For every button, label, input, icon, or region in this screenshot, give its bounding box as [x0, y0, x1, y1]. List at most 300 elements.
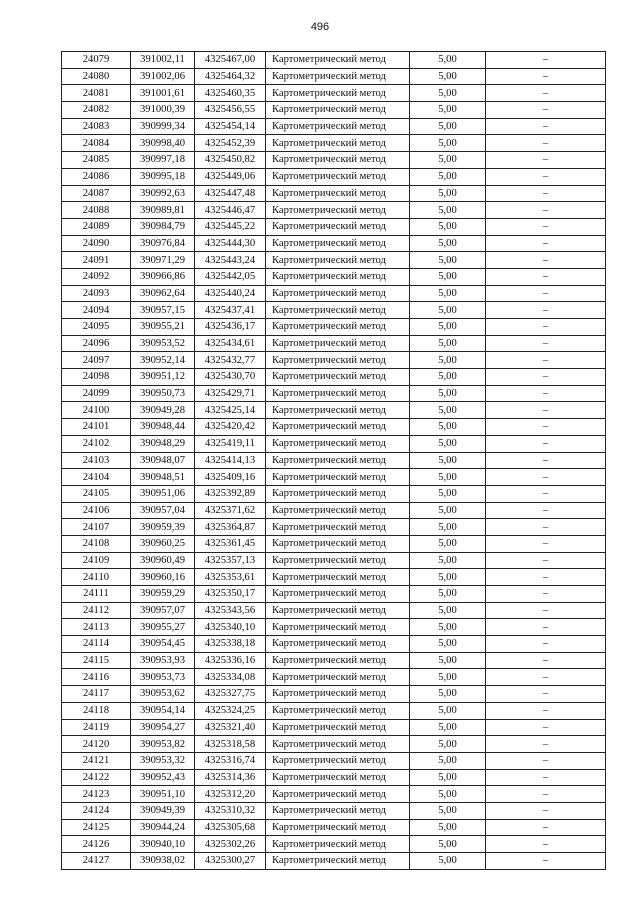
y-coordinate-cell: 4325338,18 [195, 636, 266, 653]
accuracy-cell: 5,00 [410, 786, 486, 803]
y-coordinate-cell: 4325305,68 [195, 819, 266, 836]
note-cell: – [486, 285, 606, 302]
accuracy-cell: 5,00 [410, 85, 486, 102]
table-body [62, 52, 606, 870]
x-coordinate-cell: 390951,12 [131, 369, 195, 386]
point-number-cell: 24114 [62, 636, 131, 653]
note-cell: – [486, 535, 606, 552]
x-coordinate-cell: 390949,39 [131, 802, 195, 819]
table-row [62, 535, 606, 552]
table-row [62, 68, 606, 85]
accuracy-cell: 5,00 [410, 535, 486, 552]
x-coordinate-cell: 390966,86 [131, 268, 195, 285]
x-coordinate-cell: 390938,02 [131, 853, 195, 870]
x-coordinate-cell: 390960,49 [131, 552, 195, 569]
method-cell: Картометрический метод [266, 185, 410, 202]
table-row [62, 853, 606, 870]
x-coordinate-cell: 390960,25 [131, 535, 195, 552]
method-cell: Картометрический метод [266, 135, 410, 152]
y-coordinate-cell: 4325409,16 [195, 469, 266, 486]
y-coordinate-cell: 4325364,87 [195, 519, 266, 536]
x-coordinate-cell: 390954,27 [131, 719, 195, 736]
table-row [62, 602, 606, 619]
table-row [62, 636, 606, 653]
table-row [62, 669, 606, 686]
method-cell: Картометрический метод [266, 202, 410, 219]
x-coordinate-cell: 390957,15 [131, 302, 195, 319]
table-row [62, 452, 606, 469]
y-coordinate-cell: 4325440,24 [195, 285, 266, 302]
note-cell: – [486, 752, 606, 769]
x-coordinate-cell: 390954,14 [131, 702, 195, 719]
table-row [62, 485, 606, 502]
x-coordinate-cell: 390948,07 [131, 452, 195, 469]
table-row [62, 235, 606, 252]
accuracy-cell: 5,00 [410, 769, 486, 786]
accuracy-cell: 5,00 [410, 452, 486, 469]
point-number-cell: 24120 [62, 736, 131, 753]
note-cell: – [486, 636, 606, 653]
table-row [62, 652, 606, 669]
table-row [62, 135, 606, 152]
accuracy-cell: 5,00 [410, 586, 486, 603]
table-row [62, 819, 606, 836]
point-number-cell: 24116 [62, 669, 131, 686]
table-row [62, 419, 606, 436]
accuracy-cell: 5,00 [410, 285, 486, 302]
table-row [62, 168, 606, 185]
accuracy-cell: 5,00 [410, 218, 486, 235]
note-cell: – [486, 252, 606, 269]
y-coordinate-cell: 4325445,22 [195, 218, 266, 235]
x-coordinate-cell: 390951,10 [131, 786, 195, 803]
accuracy-cell: 5,00 [410, 168, 486, 185]
method-cell: Картометрический метод [266, 152, 410, 169]
accuracy-cell: 5,00 [410, 719, 486, 736]
note-cell: – [486, 235, 606, 252]
method-cell: Картометрический метод [266, 836, 410, 853]
point-number-cell: 24113 [62, 619, 131, 636]
table-row [62, 252, 606, 269]
x-coordinate-cell: 390976,84 [131, 235, 195, 252]
point-number-cell: 24090 [62, 235, 131, 252]
note-cell: – [486, 469, 606, 486]
note-cell: – [486, 335, 606, 352]
table-row [62, 185, 606, 202]
x-coordinate-cell: 390997,18 [131, 152, 195, 169]
note-cell: – [486, 586, 606, 603]
method-cell: Картометрический метод [266, 302, 410, 319]
note-cell: – [486, 552, 606, 569]
x-coordinate-cell: 390960,16 [131, 569, 195, 586]
note-cell: – [486, 502, 606, 519]
x-coordinate-cell: 390998,40 [131, 135, 195, 152]
note-cell: – [486, 569, 606, 586]
note-cell: – [486, 202, 606, 219]
note-cell: – [486, 452, 606, 469]
accuracy-cell: 5,00 [410, 569, 486, 586]
x-coordinate-cell: 390948,51 [131, 469, 195, 486]
accuracy-cell: 5,00 [410, 702, 486, 719]
point-number-cell: 24079 [62, 52, 131, 69]
table-row [62, 285, 606, 302]
x-coordinate-cell: 390955,21 [131, 319, 195, 336]
point-number-cell: 24107 [62, 519, 131, 536]
point-number-cell: 24089 [62, 218, 131, 235]
method-cell: Картометрический метод [266, 636, 410, 653]
accuracy-cell: 5,00 [410, 552, 486, 569]
table-row [62, 302, 606, 319]
point-number-cell: 24082 [62, 102, 131, 119]
table-row [62, 52, 606, 69]
accuracy-cell: 5,00 [410, 836, 486, 853]
accuracy-cell: 5,00 [410, 102, 486, 119]
note-cell: – [486, 702, 606, 719]
note-cell: – [486, 302, 606, 319]
accuracy-cell: 5,00 [410, 118, 486, 135]
point-number-cell: 24091 [62, 252, 131, 269]
table-row [62, 502, 606, 519]
method-cell: Картометрический метод [266, 168, 410, 185]
accuracy-cell: 5,00 [410, 652, 486, 669]
note-cell: – [486, 769, 606, 786]
x-coordinate-cell: 390995,18 [131, 168, 195, 185]
note-cell: – [486, 385, 606, 402]
method-cell: Картометрический метод [266, 686, 410, 703]
method-cell: Картометрический метод [266, 319, 410, 336]
y-coordinate-cell: 4325302,26 [195, 836, 266, 853]
table-row [62, 369, 606, 386]
accuracy-cell: 5,00 [410, 235, 486, 252]
y-coordinate-cell: 4325454,14 [195, 118, 266, 135]
accuracy-cell: 5,00 [410, 352, 486, 369]
point-number-cell: 24115 [62, 652, 131, 669]
x-coordinate-cell: 390948,44 [131, 419, 195, 436]
table-row [62, 102, 606, 119]
point-number-cell: 24102 [62, 435, 131, 452]
method-cell: Картометрический метод [266, 569, 410, 586]
note-cell: – [486, 519, 606, 536]
method-cell: Картометрический метод [266, 802, 410, 819]
method-cell: Картометрический метод [266, 85, 410, 102]
y-coordinate-cell: 4325300,27 [195, 853, 266, 870]
method-cell: Картометрический метод [266, 819, 410, 836]
x-coordinate-cell: 390952,43 [131, 769, 195, 786]
table-row [62, 619, 606, 636]
accuracy-cell: 5,00 [410, 68, 486, 85]
x-coordinate-cell: 390989,81 [131, 202, 195, 219]
method-cell: Картометрический метод [266, 619, 410, 636]
method-cell: Картометрический метод [266, 452, 410, 469]
method-cell: Картометрический метод [266, 736, 410, 753]
point-number-cell: 24083 [62, 118, 131, 135]
y-coordinate-cell: 4325316,74 [195, 752, 266, 769]
method-cell: Картометрический метод [266, 535, 410, 552]
x-coordinate-cell: 390949,28 [131, 402, 195, 419]
x-coordinate-cell: 390940,10 [131, 836, 195, 853]
point-number-cell: 24098 [62, 369, 131, 386]
y-coordinate-cell: 4325327,75 [195, 686, 266, 703]
note-cell: – [486, 402, 606, 419]
y-coordinate-cell: 4325321,40 [195, 719, 266, 736]
accuracy-cell: 5,00 [410, 319, 486, 336]
y-coordinate-cell: 4325371,62 [195, 502, 266, 519]
method-cell: Картометрический метод [266, 769, 410, 786]
y-coordinate-cell: 4325443,24 [195, 252, 266, 269]
method-cell: Картометрический метод [266, 402, 410, 419]
x-coordinate-cell: 390952,14 [131, 352, 195, 369]
table-row [62, 85, 606, 102]
method-cell: Картометрический метод [266, 519, 410, 536]
point-number-cell: 24081 [62, 85, 131, 102]
coordinates-table [61, 51, 606, 870]
point-number-cell: 24085 [62, 152, 131, 169]
y-coordinate-cell: 4325432,77 [195, 352, 266, 369]
point-number-cell: 24111 [62, 586, 131, 603]
point-number-cell: 24126 [62, 836, 131, 853]
method-cell: Картометрический метод [266, 369, 410, 386]
table-row [62, 335, 606, 352]
y-coordinate-cell: 4325334,08 [195, 669, 266, 686]
note-cell: – [486, 435, 606, 452]
accuracy-cell: 5,00 [410, 185, 486, 202]
table-row [62, 402, 606, 419]
method-cell: Картометрический метод [266, 285, 410, 302]
point-number-cell: 24087 [62, 185, 131, 202]
method-cell: Картометрический метод [266, 502, 410, 519]
method-cell: Картометрический метод [266, 719, 410, 736]
method-cell: Картометрический метод [266, 552, 410, 569]
note-cell: – [486, 485, 606, 502]
y-coordinate-cell: 4325361,45 [195, 535, 266, 552]
point-number-cell: 24084 [62, 135, 131, 152]
y-coordinate-cell: 4325444,30 [195, 235, 266, 252]
y-coordinate-cell: 4325425,14 [195, 402, 266, 419]
method-cell: Картометрический метод [266, 68, 410, 85]
table-row [62, 802, 606, 819]
method-cell: Картометрический метод [266, 586, 410, 603]
accuracy-cell: 5,00 [410, 402, 486, 419]
y-coordinate-cell: 4325460,35 [195, 85, 266, 102]
y-coordinate-cell: 4325452,39 [195, 135, 266, 152]
point-number-cell: 24100 [62, 402, 131, 419]
accuracy-cell: 5,00 [410, 485, 486, 502]
x-coordinate-cell: 390957,04 [131, 502, 195, 519]
point-number-cell: 24095 [62, 319, 131, 336]
x-coordinate-cell: 390962,64 [131, 285, 195, 302]
x-coordinate-cell: 391002,06 [131, 68, 195, 85]
point-number-cell: 24092 [62, 268, 131, 285]
table-row [62, 719, 606, 736]
accuracy-cell: 5,00 [410, 802, 486, 819]
point-number-cell: 24106 [62, 502, 131, 519]
x-coordinate-cell: 391000,39 [131, 102, 195, 119]
method-cell: Картометрический метод [266, 469, 410, 486]
note-cell: – [486, 185, 606, 202]
y-coordinate-cell: 4325336,16 [195, 652, 266, 669]
x-coordinate-cell: 390954,45 [131, 636, 195, 653]
method-cell: Картометрический метод [266, 485, 410, 502]
x-coordinate-cell: 390959,29 [131, 586, 195, 603]
y-coordinate-cell: 4325414,13 [195, 452, 266, 469]
table-row [62, 202, 606, 219]
x-coordinate-cell: 390944,24 [131, 819, 195, 836]
note-cell: – [486, 68, 606, 85]
x-coordinate-cell: 390971,29 [131, 252, 195, 269]
table-row [62, 686, 606, 703]
point-number-cell: 24088 [62, 202, 131, 219]
accuracy-cell: 5,00 [410, 135, 486, 152]
accuracy-cell: 5,00 [410, 435, 486, 452]
accuracy-cell: 5,00 [410, 636, 486, 653]
point-number-cell: 24124 [62, 802, 131, 819]
table-row [62, 152, 606, 169]
y-coordinate-cell: 4325392,89 [195, 485, 266, 502]
x-coordinate-cell: 390957,07 [131, 602, 195, 619]
accuracy-cell: 5,00 [410, 419, 486, 436]
x-coordinate-cell: 390953,93 [131, 652, 195, 669]
method-cell: Картометрический метод [266, 669, 410, 686]
y-coordinate-cell: 4325324,25 [195, 702, 266, 719]
method-cell: Картометрический метод [266, 786, 410, 803]
method-cell: Картометрический метод [266, 602, 410, 619]
method-cell: Картометрический метод [266, 385, 410, 402]
table-row [62, 218, 606, 235]
y-coordinate-cell: 4325442,05 [195, 268, 266, 285]
method-cell: Картометрический метод [266, 435, 410, 452]
point-number-cell: 24108 [62, 535, 131, 552]
table-row [62, 385, 606, 402]
x-coordinate-cell: 391001,61 [131, 85, 195, 102]
point-number-cell: 24097 [62, 352, 131, 369]
accuracy-cell: 5,00 [410, 268, 486, 285]
method-cell: Картометрический метод [266, 102, 410, 119]
y-coordinate-cell: 4325446,47 [195, 202, 266, 219]
y-coordinate-cell: 4325343,56 [195, 602, 266, 619]
table-row [62, 319, 606, 336]
accuracy-cell: 5,00 [410, 619, 486, 636]
method-cell: Картометрический метод [266, 352, 410, 369]
accuracy-cell: 5,00 [410, 752, 486, 769]
y-coordinate-cell: 4325340,10 [195, 619, 266, 636]
table-row [62, 469, 606, 486]
x-coordinate-cell: 391002,11 [131, 52, 195, 69]
method-cell: Картометрический метод [266, 419, 410, 436]
y-coordinate-cell: 4325420,42 [195, 419, 266, 436]
accuracy-cell: 5,00 [410, 335, 486, 352]
accuracy-cell: 5,00 [410, 669, 486, 686]
accuracy-cell: 5,00 [410, 819, 486, 836]
note-cell: – [486, 152, 606, 169]
point-number-cell: 24117 [62, 686, 131, 703]
accuracy-cell: 5,00 [410, 52, 486, 69]
accuracy-cell: 5,00 [410, 302, 486, 319]
method-cell: Картометрический метод [266, 335, 410, 352]
note-cell: – [486, 786, 606, 803]
y-coordinate-cell: 4325350,17 [195, 586, 266, 603]
point-number-cell: 24104 [62, 469, 131, 486]
accuracy-cell: 5,00 [410, 502, 486, 519]
note-cell: – [486, 736, 606, 753]
y-coordinate-cell: 4325310,32 [195, 802, 266, 819]
x-coordinate-cell: 390953,82 [131, 736, 195, 753]
y-coordinate-cell: 4325436,17 [195, 319, 266, 336]
y-coordinate-cell: 4325429,71 [195, 385, 266, 402]
note-cell: – [486, 602, 606, 619]
y-coordinate-cell: 4325353,61 [195, 569, 266, 586]
y-coordinate-cell: 4325419,11 [195, 435, 266, 452]
point-number-cell: 24127 [62, 853, 131, 870]
table-row [62, 268, 606, 285]
x-coordinate-cell: 390959,39 [131, 519, 195, 536]
note-cell: – [486, 619, 606, 636]
y-coordinate-cell: 4325434,61 [195, 335, 266, 352]
point-number-cell: 24122 [62, 769, 131, 786]
accuracy-cell: 5,00 [410, 519, 486, 536]
method-cell: Картометрический метод [266, 235, 410, 252]
point-number-cell: 24096 [62, 335, 131, 352]
table-row [62, 836, 606, 853]
note-cell: – [486, 819, 606, 836]
note-cell: – [486, 218, 606, 235]
method-cell: Картометрический метод [266, 52, 410, 69]
table-row [62, 352, 606, 369]
note-cell: – [486, 686, 606, 703]
accuracy-cell: 5,00 [410, 369, 486, 386]
x-coordinate-cell: 390948,29 [131, 435, 195, 452]
note-cell: – [486, 652, 606, 669]
table-row [62, 519, 606, 536]
method-cell: Картометрический метод [266, 752, 410, 769]
method-cell: Картометрический метод [266, 702, 410, 719]
note-cell: – [486, 669, 606, 686]
accuracy-cell: 5,00 [410, 853, 486, 870]
note-cell: – [486, 836, 606, 853]
point-number-cell: 24093 [62, 285, 131, 302]
y-coordinate-cell: 4325464,32 [195, 68, 266, 85]
y-coordinate-cell: 4325318,58 [195, 736, 266, 753]
table-row [62, 118, 606, 135]
note-cell: – [486, 268, 606, 285]
y-coordinate-cell: 4325437,41 [195, 302, 266, 319]
method-cell: Картометрический метод [266, 218, 410, 235]
y-coordinate-cell: 4325430,70 [195, 369, 266, 386]
point-number-cell: 24125 [62, 819, 131, 836]
point-number-cell: 24123 [62, 786, 131, 803]
y-coordinate-cell: 4325357,13 [195, 552, 266, 569]
x-coordinate-cell: 390953,73 [131, 669, 195, 686]
page-number: 496 [310, 21, 330, 33]
point-number-cell: 24086 [62, 168, 131, 185]
note-cell: – [486, 319, 606, 336]
accuracy-cell: 5,00 [410, 152, 486, 169]
point-number-cell: 24118 [62, 702, 131, 719]
accuracy-cell: 5,00 [410, 385, 486, 402]
point-number-cell: 24094 [62, 302, 131, 319]
x-coordinate-cell: 390953,52 [131, 335, 195, 352]
note-cell: – [486, 52, 606, 69]
note-cell: – [486, 719, 606, 736]
table-row [62, 586, 606, 603]
note-cell: – [486, 118, 606, 135]
note-cell: – [486, 352, 606, 369]
y-coordinate-cell: 4325447,48 [195, 185, 266, 202]
x-coordinate-cell: 390999,34 [131, 118, 195, 135]
y-coordinate-cell: 4325312,20 [195, 786, 266, 803]
note-cell: – [486, 168, 606, 185]
method-cell: Картометрический метод [266, 268, 410, 285]
x-coordinate-cell: 390950,73 [131, 385, 195, 402]
